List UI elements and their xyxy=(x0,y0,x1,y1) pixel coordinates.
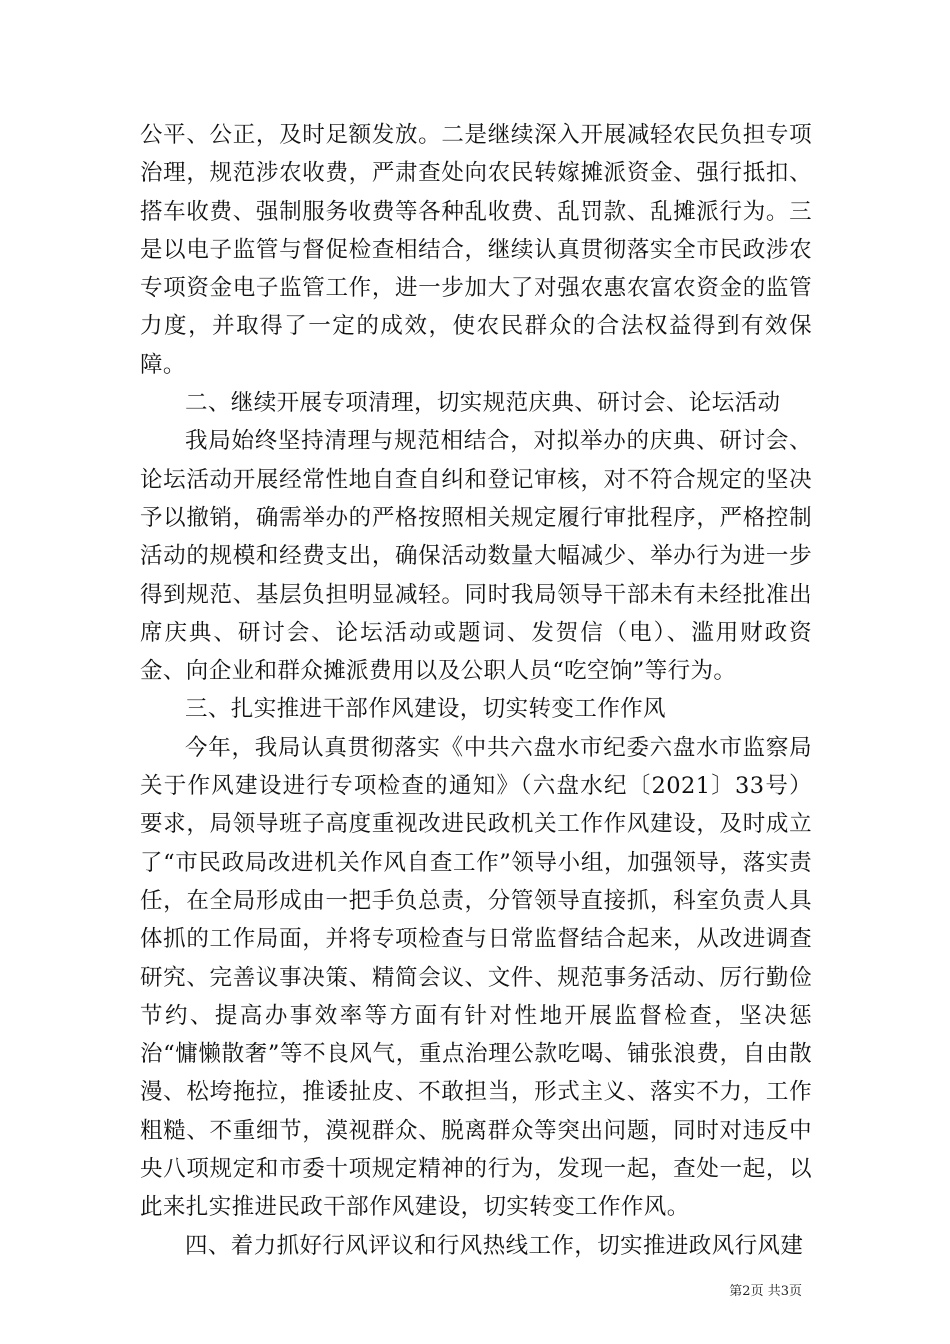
section-heading-4: 四、着力抓好行风评议和行风热线工作，切实推进政风行风建 xyxy=(185,1232,804,1259)
section-heading-2: 二、继续开展专项清理，切实规范庆典、研讨会、论坛活动 xyxy=(185,390,781,417)
page-footer xyxy=(729,1280,802,1299)
footer-middle: 页 共 xyxy=(750,1284,781,1299)
footer-total-pages: 3 xyxy=(780,1284,789,1299)
section-heading-3: 三、扎实推进干部作风建设，切实转变工作作风 xyxy=(185,696,666,723)
footer-current-page: 2 xyxy=(742,1284,751,1299)
paragraph-continuation: 公平、公正，及时足额发放。二是继续深入开展减轻农民负担专项治理，规范涉农收费，严肃查处向农民转嫁摊派资金、强行抵扣、搭车收费、强制服务收费等各种乱收费、乱罚款、乱摊派行为。三是以电子监管与督促检查相结合，继续认真贯彻落实全市民政涉农专项资金电子监管工作，进一步加大了对强农惠农富农资金的监管力度，并取得了一定的成效，使农民群众的合法权益得到有效保障。 xyxy=(140,122,812,378)
footer-suffix: 页 xyxy=(788,1284,802,1299)
footer-prefix: 第 xyxy=(729,1284,743,1299)
paragraph-section-2: 我局始终坚持清理与规范相结合，对拟举办的庆典、研讨会、论坛活动开展经常性地自查自纠和登记审核，对不符合规定的坚决予以撤销，确需举办的严格按照相关规定履行审批程序，严格控制活动的规模和经费支出，确保活动数量大幅减少、举办行为进一步得到规范、基层负担明显减轻。同时我局领导干部未有未经批准出席庆典、研讨会、论坛活动或题词、发贺信（电）、滥用财政资金、向企业和群众摊派费用以及公职人员“吃空饷”等行为。 xyxy=(140,428,812,685)
document-body xyxy=(140,116,812,1265)
paragraph-section-3: 今年，我局认真贯彻落实《中共六盘水市纪委六盘水市监察局关于作风建设进行专项检查的通知》（六盘水纪〔2021〕33号）要求，局领导班子高度重视改进民政机关工作作风建设，及时成立了“市民政局改进机关作风自查工作”领导小组，加强领导，落实责任，在全局形成由一把手负总责，分管领导直接抓，科室负责人具体抓的工作局面，并将专项检查与日常监督结合起来，从改进调查研究、完善议事决策、精简会议、文件、规范事务活动、厉行勤俭节约、提高办事效率等方面有针对性地开展监督检查，坚决惩治“慵懒散奢”等不良风气，重点治理公款吃喝、铺张浪费，自由散漫、松垮拖拉，推诿扯皮、不敢担当，形式主义、落实不力，工作粗糙、不重细节，漠视群众、脱离群众等突出问题，同时对违反中央八项规定和市委十项规定精神的行为，发现一起，查处一起，以此来扎实推进民政干部作风建设，切实转变工作作风。 xyxy=(140,734,812,1221)
